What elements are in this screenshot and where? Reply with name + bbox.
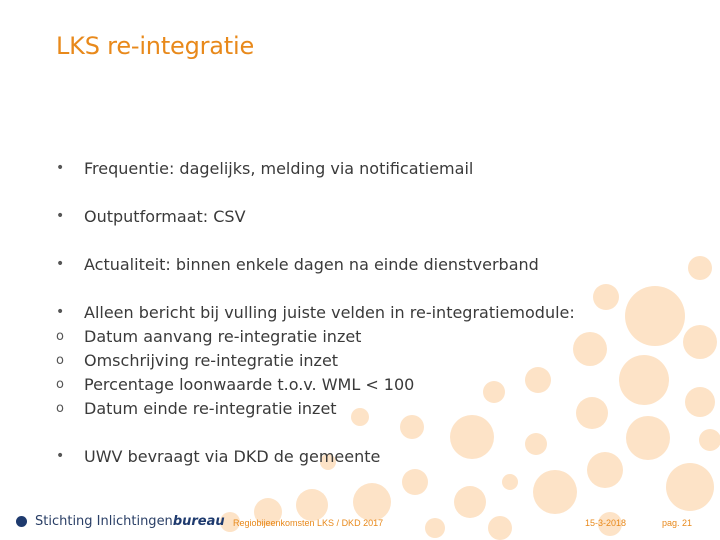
sub-bullet-item bbox=[56, 372, 414, 396]
organization-logo bbox=[16, 514, 225, 529]
sub-bullet-item bbox=[56, 396, 337, 420]
logo-text-main: Stichting Inlichtingen bbox=[35, 514, 173, 529]
bullet-text: Omschrijving re-integratie inzet bbox=[84, 350, 339, 370]
bullet-text: Actualiteit: binnen enkele dagen na einde dienstverband bbox=[84, 254, 539, 274]
slide-title: LKS re-integratie bbox=[56, 32, 255, 60]
footer-event-name: Regiobijeenkomsten LKS / DKD 2017 bbox=[233, 518, 384, 528]
bullet-text: Outputformaat: CSV bbox=[84, 206, 246, 226]
bullet-marker: • bbox=[56, 208, 65, 224]
logo-dot-icon bbox=[16, 516, 27, 527]
bullet-marker: • bbox=[56, 448, 65, 464]
sub-bullet-marker: o bbox=[56, 400, 64, 416]
bullet-text: Datum aanvang re-integratie inzet bbox=[84, 326, 362, 346]
footer-page-number: pag. 21 bbox=[662, 518, 693, 528]
sub-bullet-item bbox=[56, 348, 338, 372]
bullet-item bbox=[56, 156, 473, 180]
bullet-text: Alleen bericht bij vulling juiste velden in re-integratiemodule: bbox=[84, 302, 575, 322]
bullet-text: UWV bevraagt via DKD de gemeente bbox=[84, 446, 381, 466]
bullet-item bbox=[56, 444, 380, 468]
bullet-marker: • bbox=[56, 160, 65, 176]
bullet-marker: • bbox=[56, 304, 65, 320]
slide-footer bbox=[0, 510, 720, 536]
sub-bullet-marker: o bbox=[56, 328, 64, 344]
bullet-text: Datum einde re-integratie inzet bbox=[84, 398, 337, 418]
bullet-text: Percentage loonwaarde t.o.v. WML < 100 bbox=[84, 374, 415, 394]
sub-bullet-item bbox=[56, 324, 361, 348]
bullet-item bbox=[56, 204, 246, 228]
bullet-item bbox=[56, 300, 575, 324]
footer-date: 15-3-2018 bbox=[585, 518, 627, 528]
sub-bullet-marker: o bbox=[56, 352, 64, 368]
bullet-marker: • bbox=[56, 256, 65, 272]
logo-text bbox=[35, 514, 225, 529]
logo-text-accent: bureau bbox=[172, 514, 225, 529]
sub-bullet-marker: o bbox=[56, 376, 64, 392]
bullet-text: Frequentie: dagelijks, melding via notificatiemail bbox=[84, 158, 474, 178]
bullet-item bbox=[56, 252, 539, 276]
